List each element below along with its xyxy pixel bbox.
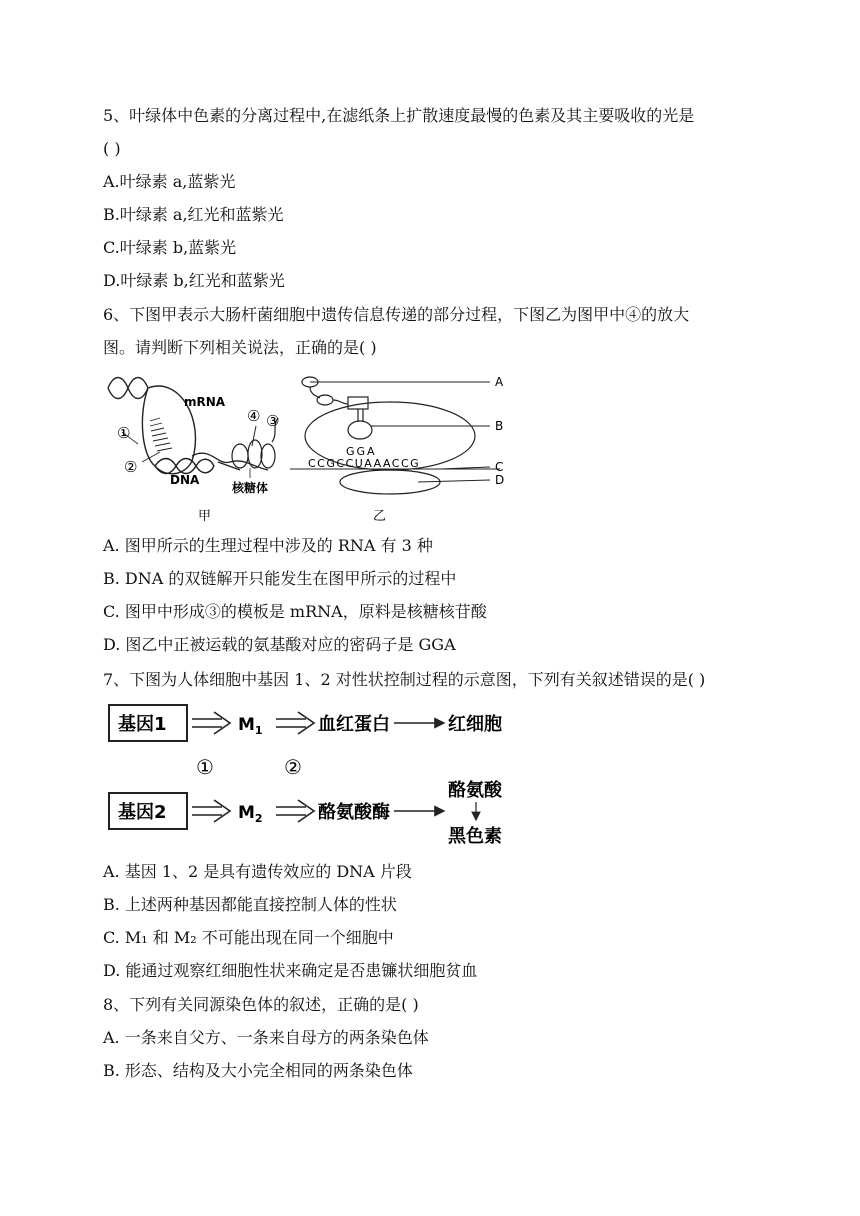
hemoglobin-label: 血红蛋白 [318, 714, 390, 735]
q7-option-a: A. 基因 1、2 是具有遗传效应的 DNA 片段 [103, 862, 412, 881]
tyrosine-label: 酪氨酸 [448, 780, 502, 801]
label-a: A [495, 375, 504, 389]
q6-option-b: B. DNA 的双链解开只能发生在图甲所示的过程中 [103, 569, 457, 588]
label-d: D [495, 473, 505, 487]
q5-option-b: B.叶绿素 a,红光和蓝紫光 [103, 205, 284, 224]
figure-jia-transcription-translation [100, 366, 290, 526]
m1-label: $M_1$ [238, 715, 263, 737]
q7-stem: 7、下图为人体细胞中基因 1、2 对性状控制过程的示意图，下列有关叙述错误的是( ) [103, 670, 706, 689]
q5-option-d: D.叶绿素 b,红光和蓝紫光 [103, 271, 285, 290]
q5-stem-line2: ( ) [103, 139, 121, 158]
q6-stem-line1: 6、下图甲表示大肠杆菌细胞中遗传信息传递的部分过程，下图乙为图甲中④的放大 [103, 305, 690, 324]
melanin-label: 黑色素 [448, 826, 502, 847]
q7-option-b: B. 上述两种基因都能直接控制人体的性状 [103, 895, 397, 914]
q6-option-c: C. 图甲中形成③的模板是 mRNA，原料是核糖核苷酸 [103, 602, 487, 621]
figure-yi-caption: 乙 [373, 509, 387, 524]
anticodon-text: GGA [346, 445, 377, 458]
figure-jia-caption: 甲 [198, 509, 212, 524]
label-b: B [495, 419, 504, 433]
step-1-label: ① [196, 755, 214, 779]
ribosome-label: 核糖体 [232, 481, 269, 495]
label-c: C [495, 460, 504, 474]
mrna-sequence-text: CCGCCUAAACCG [308, 457, 421, 470]
q8-option-b: B. 形态、结构及大小完全相同的两条染色体 [103, 1061, 413, 1080]
q5-stem-line1: 5、叶绿体中色素的分离过程中,在滤纸条上扩散速度最慢的色素及其主要吸收的光是 [103, 106, 695, 125]
q6-stem-line2: 图。请判断下列相关说法，正确的是( ) [103, 338, 377, 357]
step-2-label: ② [284, 755, 302, 779]
figure-yi-ribosome-trna [290, 366, 520, 526]
gene1-label: 基因1 [118, 714, 167, 735]
label-1: ① [117, 424, 131, 442]
red-blood-cell-label: 红细胞 [448, 714, 502, 735]
q5-option-a: A.叶绿素 a,蓝紫光 [103, 172, 236, 191]
mrna-label: mRNA [184, 395, 226, 409]
gene2-label: 基因2 [118, 802, 167, 823]
tyrosinase-label: 酪氨酸酶 [318, 802, 390, 823]
label-4: ④ [247, 407, 261, 425]
q5-option-c: C.叶绿素 b,蓝紫光 [103, 238, 237, 257]
q6-option-a: A. 图甲所示的生理过程中涉及的 RNA 有 3 种 [103, 536, 433, 555]
q7-option-c: C. M₁ 和 M₂ 不可能出现在同一个细胞中 [103, 928, 394, 947]
label-3: ③ [266, 412, 280, 430]
dna-label: DNA [170, 473, 200, 487]
q8-stem: 8、下列有关同源染色体的叙述，正确的是( ) [103, 995, 419, 1014]
q7-option-d: D. 能通过观察红细胞性状来确定是否患镰状细胞贫血 [103, 961, 478, 980]
figure-gene-control-diagram [104, 700, 524, 850]
q8-option-a: A. 一条来自父方、一条来自母方的两条染色体 [103, 1028, 429, 1047]
m2-label: $M_2$ [238, 803, 263, 825]
label-2: ② [124, 458, 138, 476]
q6-option-d: D. 图乙中正被运载的氨基酸对应的密码子是 GGA [103, 635, 456, 654]
